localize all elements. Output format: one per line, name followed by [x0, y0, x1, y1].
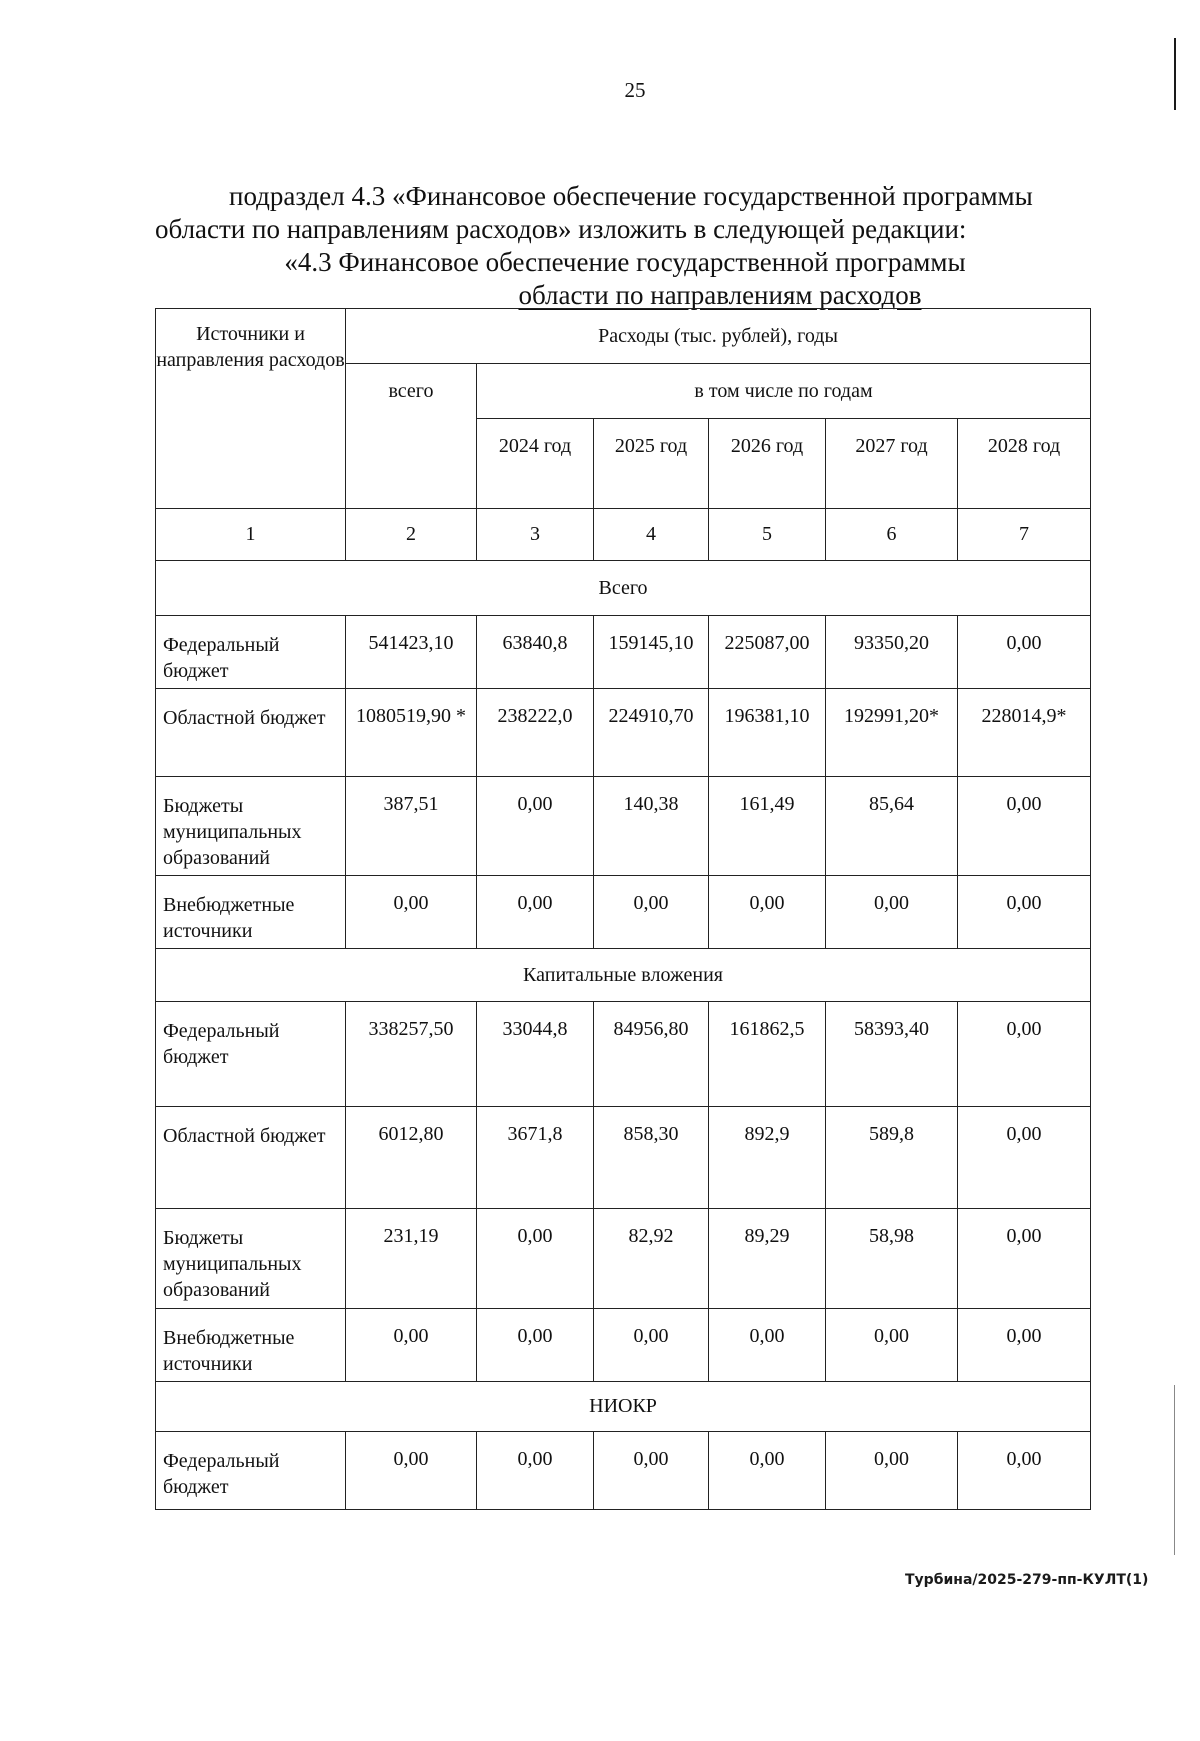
value-cell: 0,00: [477, 1432, 594, 1510]
section-row: [156, 949, 1091, 1002]
header-year: 2027 год: [826, 419, 958, 509]
row-label: Областной бюджет: [156, 1107, 346, 1209]
value-cell: 6012,80: [346, 1107, 477, 1209]
column-number-row: [156, 509, 1091, 561]
value-cell: 0,00: [958, 876, 1091, 949]
value-cell: 33044,8: [477, 1002, 594, 1107]
section-title: Капитальные вложения: [156, 949, 1091, 1002]
column-number: 4: [594, 509, 709, 561]
row-label: Бюджеты муниципальных образований: [156, 1209, 346, 1309]
value-cell: 0,00: [594, 876, 709, 949]
value-cell: 0,00: [477, 1309, 594, 1382]
column-number: 2: [346, 509, 477, 561]
row-label: Внебюджетные источники: [156, 876, 346, 949]
value-cell: 0,00: [826, 1432, 958, 1510]
value-cell: 0,00: [346, 1309, 477, 1382]
header-year: 2028 год: [958, 419, 1091, 509]
table-row: [156, 777, 1091, 876]
value-cell: 140,38: [594, 777, 709, 876]
row-label: Федеральный бюджет: [156, 1002, 346, 1107]
scan-edge-line: [1174, 38, 1176, 110]
table-row: [156, 689, 1091, 777]
column-number: 5: [709, 509, 826, 561]
header-year: 2026 год: [709, 419, 826, 509]
value-cell: 858,30: [594, 1107, 709, 1209]
row-label: Федеральный бюджет: [156, 616, 346, 689]
header-total: всего: [346, 364, 477, 509]
value-cell: 589,8: [826, 1107, 958, 1209]
value-cell: 541423,10: [346, 616, 477, 689]
value-cell: 0,00: [594, 1309, 709, 1382]
value-cell: 0,00: [826, 1309, 958, 1382]
value-cell: 58393,40: [826, 1002, 958, 1107]
page-number: 25: [624, 78, 646, 102]
value-cell: 85,64: [826, 777, 958, 876]
header-expenses: Расходы (тыс. рублей), годы: [346, 309, 1091, 364]
value-cell: 0,00: [346, 876, 477, 949]
value-cell: 0,00: [958, 1209, 1091, 1309]
table-row: [156, 1309, 1091, 1382]
value-cell: 0,00: [346, 1432, 477, 1510]
row-label: Федеральный бюджет: [156, 1432, 346, 1510]
value-cell: 238222,0: [477, 689, 594, 777]
table-row: [156, 616, 1091, 689]
value-cell: 0,00: [958, 616, 1091, 689]
column-number: 6: [826, 509, 958, 561]
value-cell: 0,00: [958, 777, 1091, 876]
value-cell: 0,00: [477, 1209, 594, 1309]
value-cell: 82,92: [594, 1209, 709, 1309]
value-cell: 224910,70: [594, 689, 709, 777]
header-by-years: в том числе по годам: [477, 364, 1091, 419]
section-title: НИОКР: [156, 1382, 1091, 1432]
value-cell: 0,00: [709, 1432, 826, 1510]
value-cell: 161862,5: [709, 1002, 826, 1107]
section-title: Всего: [156, 561, 1091, 616]
column-number: 3: [477, 509, 594, 561]
value-cell: 0,00: [958, 1002, 1091, 1107]
value-cell: 338257,50: [346, 1002, 477, 1107]
value-cell: 159145,10: [594, 616, 709, 689]
intro-text: [155, 180, 1095, 312]
value-cell: 228014,9*: [958, 689, 1091, 777]
value-cell: 0,00: [958, 1107, 1091, 1209]
row-label: Внебюджетные источники: [156, 1309, 346, 1382]
value-cell: 84956,80: [594, 1002, 709, 1107]
value-cell: 387,51: [346, 777, 477, 876]
table-row: [156, 1432, 1091, 1510]
table-row: [156, 1002, 1091, 1107]
value-cell: 231,19: [346, 1209, 477, 1309]
intro-paragraph: подраздел 4.3 «Финансовое обеспечение государственной программы области по направлениям расходов» изложить в следующей редакции:: [155, 181, 1033, 244]
value-cell: 192991,20*: [826, 689, 958, 777]
value-cell: 0,00: [709, 1309, 826, 1382]
value-cell: 0,00: [477, 777, 594, 876]
row-label: Бюджеты муниципальных образований: [156, 777, 346, 876]
table-row: [156, 876, 1091, 949]
value-cell: 892,9: [709, 1107, 826, 1209]
value-cell: 161,49: [709, 777, 826, 876]
value-cell: 225087,00: [709, 616, 826, 689]
value-cell: 0,00: [958, 1432, 1091, 1510]
value-cell: 1080519,90 *: [346, 689, 477, 777]
table-row: [156, 1107, 1091, 1209]
value-cell: 63840,8: [477, 616, 594, 689]
header-year: 2024 год: [477, 419, 594, 509]
header-row: [156, 309, 1091, 364]
finance-table: [155, 308, 1091, 1510]
section-heading: «4.3 Финансовое обеспечение государственной программы: [284, 247, 966, 277]
column-number: 1: [156, 509, 346, 561]
document-code: Турбина/2025-279-пп-КУЛТ(1): [905, 1572, 1149, 1588]
section-heading-continued: области по направлениям расходов: [518, 280, 922, 310]
value-cell: 0,00: [477, 876, 594, 949]
scan-edge-line: [1174, 1385, 1175, 1555]
value-cell: 0,00: [709, 876, 826, 949]
row-label: Областной бюджет: [156, 689, 346, 777]
section-row: [156, 561, 1091, 616]
value-cell: 58,98: [826, 1209, 958, 1309]
value-cell: 89,29: [709, 1209, 826, 1309]
value-cell: 93350,20: [826, 616, 958, 689]
header-sources: Источники и направления расходов: [156, 309, 346, 509]
header-year: 2025 год: [594, 419, 709, 509]
value-cell: 3671,8: [477, 1107, 594, 1209]
column-number: 7: [958, 509, 1091, 561]
value-cell: 0,00: [958, 1309, 1091, 1382]
value-cell: 0,00: [826, 876, 958, 949]
value-cell: 196381,10: [709, 689, 826, 777]
table-row: [156, 1209, 1091, 1309]
section-row: [156, 1382, 1091, 1432]
value-cell: 0,00: [594, 1432, 709, 1510]
